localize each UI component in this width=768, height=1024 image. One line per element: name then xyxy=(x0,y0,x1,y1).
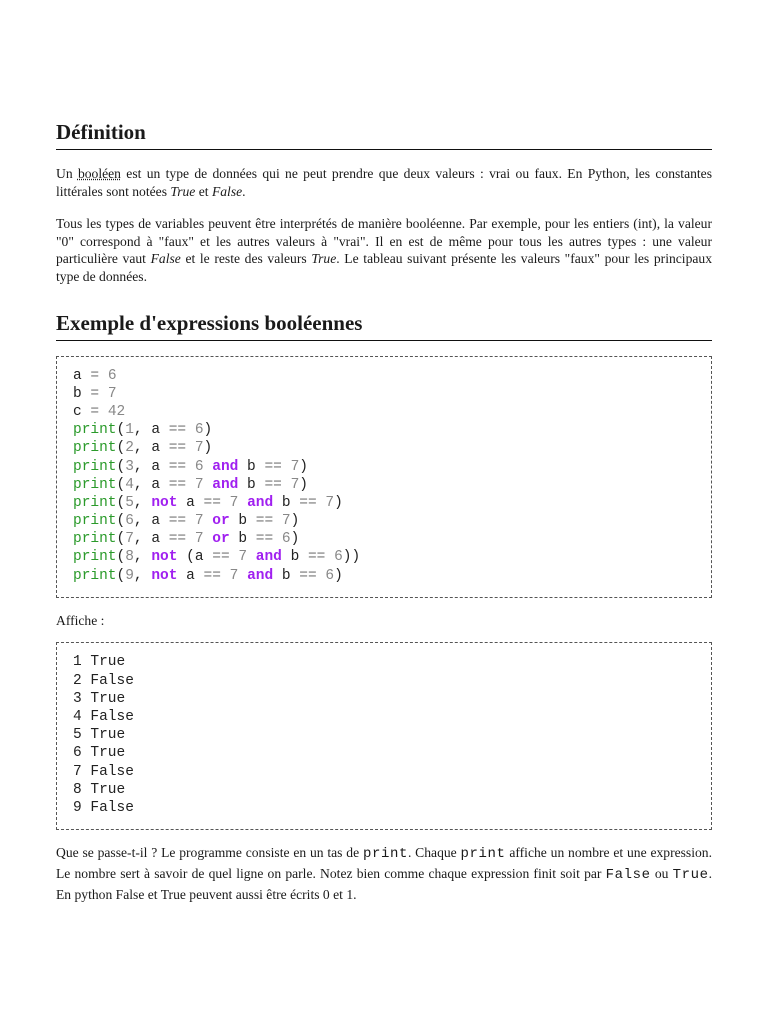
code-token: , xyxy=(133,549,152,566)
code-token: = xyxy=(81,403,108,420)
code-token: b xyxy=(238,458,265,475)
code-token xyxy=(204,531,213,547)
code-token: ( xyxy=(116,567,126,584)
code-line xyxy=(73,385,695,403)
code-token: 3 xyxy=(125,458,134,475)
code-token: 7 xyxy=(107,385,117,402)
code-token xyxy=(186,513,195,529)
code-token: 5 xyxy=(125,494,134,511)
code-token xyxy=(204,513,213,529)
code-token: ( xyxy=(116,494,126,511)
code-token: and xyxy=(247,567,274,584)
code-line xyxy=(73,512,695,530)
code-token: 7 xyxy=(194,513,204,530)
code-token: ( xyxy=(116,422,126,439)
affiche-label: Affiche : xyxy=(56,612,105,628)
code-token: 7 xyxy=(194,476,204,493)
code-line xyxy=(73,458,695,476)
output-block xyxy=(56,642,712,830)
code-token xyxy=(204,477,213,493)
code-token: 7 xyxy=(125,531,134,548)
code-token: == xyxy=(203,494,221,511)
code-token: , xyxy=(133,494,152,511)
code-token: print xyxy=(73,476,117,493)
code-token xyxy=(273,531,282,547)
code-token: , xyxy=(133,567,152,584)
output-line: 4 False xyxy=(73,708,134,725)
code-line xyxy=(73,567,695,585)
code-token: and xyxy=(212,476,239,493)
code-token: == xyxy=(203,567,221,584)
code-token: print xyxy=(73,440,117,457)
code-token: c xyxy=(73,403,82,420)
code-token xyxy=(186,477,195,493)
booleen-link[interactable]: booléen xyxy=(77,166,121,181)
output-line: 1 True xyxy=(73,654,126,671)
code-token xyxy=(221,495,230,511)
code-token: 6 xyxy=(281,531,291,548)
code-token: 7 xyxy=(290,476,300,493)
code-token: == xyxy=(255,531,274,548)
code-token: ) xyxy=(334,567,343,584)
code-token: ) xyxy=(299,476,308,493)
code-token: ) xyxy=(203,422,213,439)
code-token: = xyxy=(81,367,108,384)
code-line xyxy=(73,421,695,439)
code-token: 6 xyxy=(334,549,343,566)
code-line xyxy=(73,494,695,512)
code-token: )) xyxy=(342,549,361,566)
code-token: print xyxy=(73,494,117,511)
code-token: 6 xyxy=(125,513,134,530)
output-line: 6 True xyxy=(73,745,126,762)
code-token: ( xyxy=(116,531,126,548)
code-token: b xyxy=(229,531,256,548)
code-token: 6 xyxy=(325,567,335,584)
code-token: 42 xyxy=(107,403,126,420)
code-line xyxy=(73,530,695,548)
page xyxy=(56,0,712,904)
code-line xyxy=(73,476,695,494)
code-token: == xyxy=(168,422,187,439)
code-token: b xyxy=(281,549,308,566)
code-token: == xyxy=(168,513,187,530)
code-token: 6 xyxy=(194,422,204,439)
code-token: (a xyxy=(177,549,213,566)
code-token: or xyxy=(212,531,230,548)
code-token: ) xyxy=(334,494,343,511)
output-line: 3 True xyxy=(73,690,126,707)
code-token: print xyxy=(73,567,117,584)
code-token: == xyxy=(264,476,282,493)
code-token: == xyxy=(255,513,274,530)
code-token: 7 xyxy=(290,458,300,475)
code-token xyxy=(273,513,282,529)
code-token: 7 xyxy=(194,531,204,548)
code-token xyxy=(186,422,195,438)
code-token: print xyxy=(73,531,117,548)
code-token: , a xyxy=(133,440,169,457)
code-token: , a xyxy=(133,531,169,548)
definition-paragraph-2: Tous les types de variables peuvent être interprétés de manière booléenne. Par exemple, pour les entiers (int), la valeur "0" correspond à "faux" et les autres valeurs à "vrai". Il en est de même pour tous les autres types : une valeur particulière vaut False et le reste des valeurs True. Le tableau suivant présente les valeurs "faux" pour les principaux type de données. xyxy=(56,216,713,284)
code-token xyxy=(204,459,213,475)
code-token: print xyxy=(73,513,117,530)
code-token: 4 xyxy=(125,476,134,493)
code-line xyxy=(73,548,695,566)
code-token: ) xyxy=(203,440,213,457)
code-token: 1 xyxy=(125,422,134,439)
code-token: b xyxy=(73,385,82,402)
code-token: 7 xyxy=(238,549,248,566)
code-token: not xyxy=(151,567,178,584)
code-token: 7 xyxy=(229,494,239,511)
code-token: b xyxy=(273,567,300,584)
code-token: , a xyxy=(133,476,169,493)
code-line xyxy=(73,367,695,385)
code-token xyxy=(238,495,247,511)
code-token xyxy=(186,531,195,547)
code-token: == xyxy=(168,458,187,475)
definition-paragraph-1: Un booléen est un type de données qui ne peut prendre que deux valeurs : vrai ou faux. En Python, les constantes littérales sont notées True et False. xyxy=(56,166,713,199)
code-token: == xyxy=(264,458,282,475)
code-token: 2 xyxy=(125,440,134,457)
code-token xyxy=(238,568,247,584)
output-line: 9 False xyxy=(73,799,134,816)
explanation-paragraph: Que se passe-t-il ? Le programme consiste en un tas de print. Chaque print affiche un nombre et une expression. Le nombre sert à savoir de quel ligne on parle. Notez bien comme chaque expression finit soit par False ou True. En python False et True peuvent aussi être écrits 0 et 1. xyxy=(56,845,713,903)
code-token: ( xyxy=(116,513,126,530)
code-token: == xyxy=(299,494,317,511)
code-token: ( xyxy=(116,440,126,457)
code-token: ) xyxy=(299,458,308,475)
code-token: 9 xyxy=(125,567,134,584)
code-token: not xyxy=(151,549,178,566)
code-token: == xyxy=(168,440,187,457)
code-token: or xyxy=(212,513,230,530)
code-token xyxy=(186,440,195,456)
code-token xyxy=(186,459,195,475)
example-heading: Exemple d'expressions booléennes xyxy=(56,309,712,341)
code-token: , a xyxy=(133,458,169,475)
code-token: print xyxy=(73,549,117,566)
code-token: ( xyxy=(116,476,126,493)
code-line xyxy=(73,439,695,457)
code-token: not xyxy=(151,494,178,511)
output-line: 5 True xyxy=(73,727,126,744)
code-token: print xyxy=(73,422,117,439)
code-token: , a xyxy=(133,422,169,439)
code-token: a xyxy=(177,567,204,584)
code-token xyxy=(282,459,291,475)
code-token: == xyxy=(212,549,230,566)
code-token: 8 xyxy=(125,549,134,566)
code-token: 6 xyxy=(107,367,117,384)
code-token: == xyxy=(299,567,317,584)
code-token: and xyxy=(247,494,274,511)
code-token: 7 xyxy=(194,440,204,457)
code-token: == xyxy=(168,531,187,548)
output-line: 2 False xyxy=(73,672,134,689)
code-token: ) xyxy=(290,531,300,548)
code-token: == xyxy=(168,476,187,493)
code-block xyxy=(56,356,712,598)
code-token: , a xyxy=(133,513,169,530)
code-token: 7 xyxy=(281,513,291,530)
code-token: ( xyxy=(116,549,126,566)
code-token: 6 xyxy=(194,458,204,475)
code-token: ( xyxy=(116,458,126,475)
code-line xyxy=(73,403,695,421)
code-token xyxy=(282,477,291,493)
code-token: b xyxy=(273,494,300,511)
code-token xyxy=(325,549,334,565)
code-token: and xyxy=(212,458,239,475)
code-token xyxy=(221,568,230,584)
output-line: 8 True xyxy=(73,781,126,798)
code-token: print xyxy=(73,458,117,475)
code-token: and xyxy=(255,549,282,566)
code-token: == xyxy=(307,549,326,566)
code-token: ) xyxy=(290,513,300,530)
code-token: b xyxy=(238,476,265,493)
code-token: 7 xyxy=(229,567,239,584)
code-token: 7 xyxy=(325,494,335,511)
definition-heading: Définition xyxy=(56,118,712,150)
code-token: b xyxy=(229,513,256,530)
code-token: a xyxy=(73,367,82,384)
code-token: a xyxy=(177,494,204,511)
output-line: 7 False xyxy=(73,763,134,780)
code-token xyxy=(247,549,256,565)
code-token: = xyxy=(81,385,108,402)
